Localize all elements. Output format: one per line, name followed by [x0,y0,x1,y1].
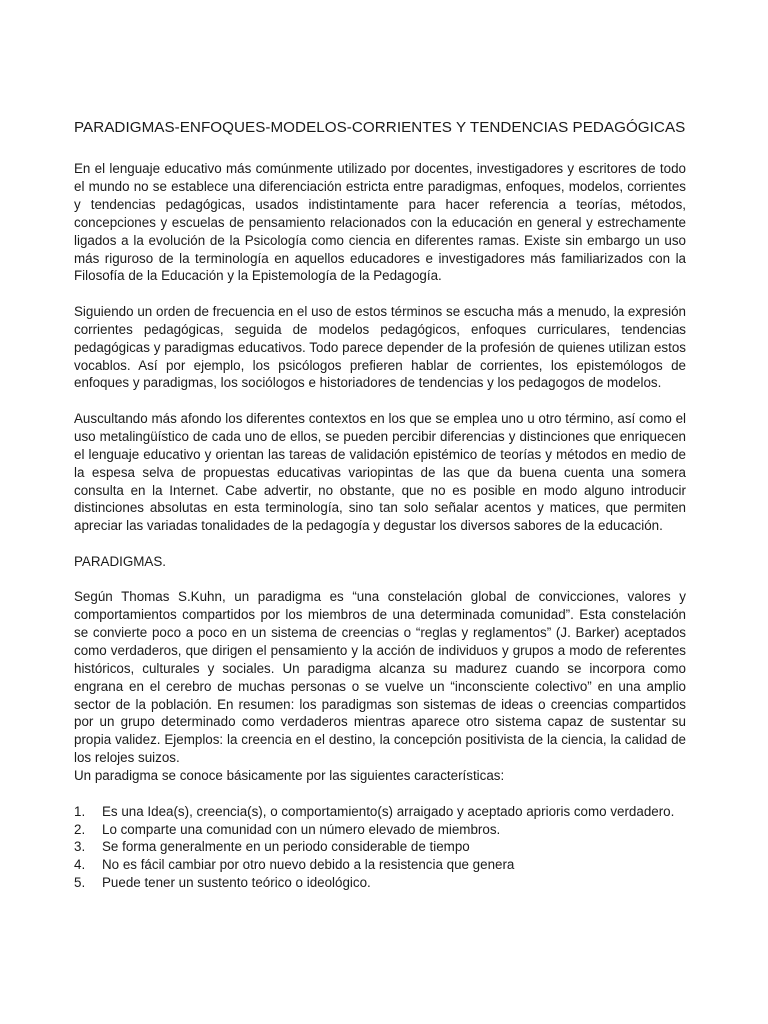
list-item-number: 2. [74,821,86,837]
list-item-number: 3. [74,839,86,855]
paragraph-kuhn-definition: Según Thomas S.Kuhn, un paradigma es “una constelación global de convicciones, valores y comportamientos compartidos por los miembros de una determinada comunidad”. Esta constelación se convierte poco a poco en un sistema de creencias o “reglas y reglamentos” (J. Barker) aceptados como verdaderos, que dirigen el pensamiento y la acción de individuos y grupos a modo de referentes históricos, culturales y sociales. Un paradigma alcanza su madurez cuando se incorpora como engrana en el cerebro de muchas personas o se vuelve un “inconsciente colectivo” en una amplio sector de la población. En resumen: los paradigmas son sistemas de ideas o creencias compartidos por un grupo determinado como verdaderos mientras aparece otro sistema capaz de sustentar su propia validez. Ejemplos: la creencia en el destino, la concepción positivista de la ciencia, la calidad de los relojes suizos. [74,589,686,766]
list-item-text: Se forma generalmente en un periodo considerable de tiempo [102,839,470,855]
list-item [74,803,686,821]
list-item-number: 5. [74,875,86,891]
list-item-text: No es fácil cambiar por otro nuevo debido a la resistencia que genera [102,857,515,873]
characteristics-list [74,803,686,893]
list-item-text: Lo comparte una comunidad con un número elevado de miembros. [102,821,501,837]
list-item-text: Es una Idea(s), creencia(s), o comportamiento(s) arraigado y aceptado aprioris como verdadero. [102,803,675,819]
list-item-number: 1. [74,803,86,819]
list-item [74,821,686,839]
section-heading-paradigmas: PARADIGMAS. [74,553,167,569]
list-item [74,874,686,892]
document-title: PARADIGMAS-ENFOQUES-MODELOS-CORRIENTES Y TENDENCIAS PEDAGÓGICAS [74,119,686,136]
paragraph-contexts: Auscultando más afondo los diferentes contextos en los que se emplea uno u otro término, así como el uso metalingüístico de cada uno de ellos, se pueden percibir diferencias y distinciones que enriquecen el lenguaje educativo y orientan las tareas de validación epistémico de teorías y métodos en medio de la espesa selva de propuestas educativas variopintas de las que da buena cuenta una somera consulta en la Internet. Cabe advertir, no obstante, que no es posible en modo alguno introducir distinciones absolutas en esta terminología, sino tan solo señalar acentos y matices, que permiten apreciar las variadas tonalidades de la pedagogía y degustar los diversos sabores de la educación. [74,410,686,534]
characteristics-intro: Un paradigma se conoce básicamente por las siguientes características: [74,768,505,784]
document-page [74,118,686,892]
list-item-number: 4. [74,857,86,873]
paragraph-intro: En el lenguaje educativo más comúnmente utilizado por docentes, investigadores y escritores de todo el mundo no se establece una diferenciación estricta entre paradigmas, enfoques, modelos, corrientes y tendencias pedagógicas, usados indistintamente para hacer referencia a teorías, métodos, concepciones y escuelas de pensamiento relacionados con la educación en general y estrechamente ligados a la evolución de la Psicología como ciencia en diferentes ramas. Existe sin embargo un uso más riguroso de la terminología en aquellos educadores e investigadores más familiarizados con la Filosofía de la Educación y la Epistemología de la Pedagogía. [74,161,686,284]
paragraph-frequency: Siguiendo un orden de frecuencia en el uso de estos términos se escucha más a menudo, la expresión corrientes pedagógicas, seguida de modelos pedagógicos, enfoques curriculares, tendencias pedagógicas y paradigmas educativos. Todo parece depender de la profesión de quienes utilizan estos vocablos. Así por ejemplo, los psicólogos prefieren hablar de corrientes, los epistemólogos de enfoques y paradigmas, los sociólogos e historiadores de tendencias y los pedagogos de modelos. [74,303,686,391]
list-item [74,856,686,874]
list-item [74,838,686,856]
list-item-text: Puede tener un sustento teórico o ideológico. [102,875,371,891]
